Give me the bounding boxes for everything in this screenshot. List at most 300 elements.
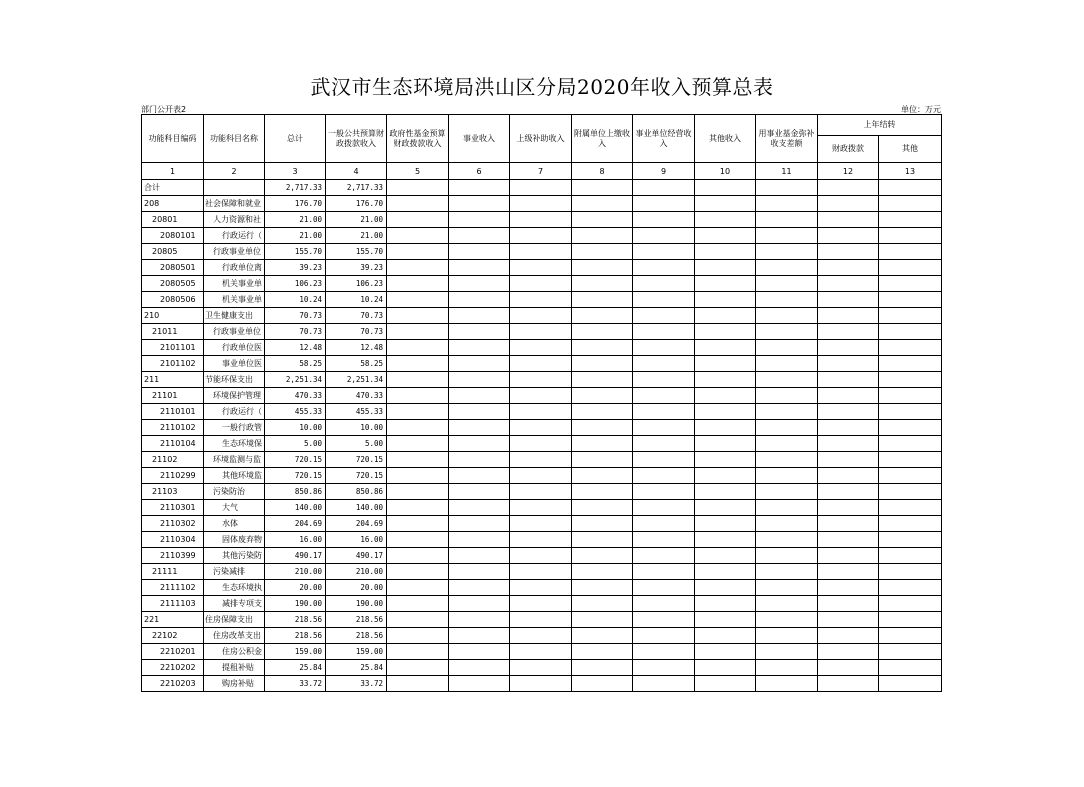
cell-code: 21101 xyxy=(142,388,204,404)
cell-empty xyxy=(879,628,942,644)
cell-empty xyxy=(818,356,879,372)
column-index-cell: 12 xyxy=(818,163,879,180)
header-general: 一般公共预算财政拨款收入 xyxy=(326,115,387,163)
cell-empty xyxy=(449,212,510,228)
cell-empty xyxy=(572,388,633,404)
cell-empty xyxy=(818,404,879,420)
table-row xyxy=(142,356,942,372)
cell-empty xyxy=(818,452,879,468)
cell-empty xyxy=(756,612,818,628)
cell-empty xyxy=(818,676,879,692)
cell-total: 33.72 xyxy=(265,676,326,692)
cell-empty xyxy=(572,228,633,244)
cell-name: 住房公积金 xyxy=(204,644,265,660)
cell-empty xyxy=(695,644,756,660)
column-index-row xyxy=(142,163,942,180)
column-index-cell: 10 xyxy=(695,163,756,180)
cell-empty xyxy=(756,628,818,644)
cell-empty xyxy=(510,260,572,276)
cell-empty xyxy=(633,628,695,644)
cell-name: 污染减排 xyxy=(204,564,265,580)
cell-empty xyxy=(879,660,942,676)
cell-code: 2110399 xyxy=(142,548,204,564)
cell-empty xyxy=(756,196,818,212)
table-row xyxy=(142,196,942,212)
cell-empty xyxy=(756,260,818,276)
cell-general: 218.56 xyxy=(326,628,387,644)
cell-empty xyxy=(387,468,449,484)
cell-empty xyxy=(449,532,510,548)
cell-empty xyxy=(879,212,942,228)
cell-empty xyxy=(633,212,695,228)
cell-code: 2101102 xyxy=(142,356,204,372)
table-row xyxy=(142,564,942,580)
cell-total: 12.48 xyxy=(265,340,326,356)
cell-general: 204.69 xyxy=(326,516,387,532)
cell-empty xyxy=(510,404,572,420)
cell-empty xyxy=(449,484,510,500)
cell-empty xyxy=(572,484,633,500)
cell-empty xyxy=(572,292,633,308)
cell-empty xyxy=(756,500,818,516)
cell-code: 2110102 xyxy=(142,420,204,436)
cell-empty xyxy=(510,596,572,612)
cell-general: 70.73 xyxy=(326,308,387,324)
cell-general: 140.00 xyxy=(326,500,387,516)
cell-empty xyxy=(756,292,818,308)
cell-general: 10.00 xyxy=(326,420,387,436)
cell-empty xyxy=(510,452,572,468)
cell-general: 21.00 xyxy=(326,212,387,228)
cell-name: 固体废弃物 xyxy=(204,532,265,548)
cell-empty xyxy=(572,596,633,612)
cell-empty xyxy=(633,196,695,212)
cell-empty xyxy=(449,180,510,196)
cell-total: 10.24 xyxy=(265,292,326,308)
cell-empty xyxy=(633,548,695,564)
cell-empty xyxy=(879,388,942,404)
cell-empty xyxy=(387,276,449,292)
cell-empty xyxy=(572,372,633,388)
cell-general: 2,717.33 xyxy=(326,180,387,196)
header-carry-fiscal: 财政拨款 xyxy=(818,136,879,163)
cell-empty xyxy=(633,612,695,628)
cell-general: 850.86 xyxy=(326,484,387,500)
cell-empty xyxy=(449,324,510,340)
cell-empty xyxy=(449,548,510,564)
cell-empty xyxy=(695,516,756,532)
cell-empty xyxy=(756,404,818,420)
cell-empty xyxy=(695,612,756,628)
table-row xyxy=(142,452,942,468)
cell-empty xyxy=(756,452,818,468)
cell-empty xyxy=(572,356,633,372)
header-total: 总计 xyxy=(265,115,326,163)
column-index-cell: 11 xyxy=(756,163,818,180)
cell-code: 2101101 xyxy=(142,340,204,356)
cell-name: 卫生健康支出 xyxy=(204,308,265,324)
cell-name: 事业单位医 xyxy=(204,356,265,372)
cell-general: 720.15 xyxy=(326,468,387,484)
cell-empty xyxy=(756,308,818,324)
cell-empty xyxy=(633,660,695,676)
cell-general: 159.00 xyxy=(326,644,387,660)
table-row xyxy=(142,324,942,340)
cell-empty xyxy=(633,580,695,596)
cell-empty xyxy=(818,292,879,308)
cell-empty xyxy=(695,532,756,548)
cell-empty xyxy=(879,404,942,420)
cell-empty xyxy=(387,676,449,692)
cell-total: 2,251.34 xyxy=(265,372,326,388)
table-row xyxy=(142,596,942,612)
cell-empty xyxy=(387,660,449,676)
cell-empty xyxy=(633,228,695,244)
cell-total: 140.00 xyxy=(265,500,326,516)
cell-general: 21.00 xyxy=(326,228,387,244)
cell-name: 行政事业单位 xyxy=(204,324,265,340)
cell-empty xyxy=(633,404,695,420)
cell-total: 190.00 xyxy=(265,596,326,612)
cell-empty xyxy=(818,260,879,276)
cell-empty xyxy=(449,420,510,436)
cell-empty xyxy=(387,564,449,580)
cell-name: 一般行政管 xyxy=(204,420,265,436)
cell-code: 21103 xyxy=(142,484,204,500)
cell-empty xyxy=(449,404,510,420)
cell-empty xyxy=(387,500,449,516)
cell-general: 20.00 xyxy=(326,580,387,596)
cell-total: 176.70 xyxy=(265,196,326,212)
cell-empty xyxy=(510,244,572,260)
cell-empty xyxy=(695,452,756,468)
cell-general: 218.56 xyxy=(326,612,387,628)
cell-empty xyxy=(818,500,879,516)
cell-total: 70.73 xyxy=(265,324,326,340)
table-row xyxy=(142,292,942,308)
cell-empty xyxy=(510,660,572,676)
table-row xyxy=(142,420,942,436)
cell-name: 行政运行（ xyxy=(204,404,265,420)
cell-empty xyxy=(695,436,756,452)
cell-empty xyxy=(818,612,879,628)
cell-empty xyxy=(387,244,449,260)
cell-empty xyxy=(633,532,695,548)
cell-empty xyxy=(879,356,942,372)
cell-code: 2110104 xyxy=(142,436,204,452)
cell-empty xyxy=(387,612,449,628)
table-row xyxy=(142,580,942,596)
cell-code: 2210201 xyxy=(142,644,204,660)
cell-empty xyxy=(572,196,633,212)
cell-empty xyxy=(449,356,510,372)
cell-empty xyxy=(387,260,449,276)
cell-empty xyxy=(387,228,449,244)
cell-empty xyxy=(818,372,879,388)
header-code: 功能科目编码 xyxy=(142,115,204,163)
cell-empty xyxy=(510,564,572,580)
cell-empty xyxy=(510,324,572,340)
cell-empty xyxy=(695,484,756,500)
column-index-cell: 13 xyxy=(879,163,942,180)
cell-empty xyxy=(510,388,572,404)
cell-total: 16.00 xyxy=(265,532,326,548)
table-row xyxy=(142,308,942,324)
header-carryover: 上年结转 xyxy=(818,115,942,136)
cell-empty xyxy=(633,388,695,404)
cell-empty xyxy=(510,628,572,644)
cell-empty xyxy=(879,580,942,596)
cell-empty xyxy=(510,308,572,324)
cell-empty xyxy=(449,276,510,292)
cell-empty xyxy=(756,644,818,660)
header-other: 其他收入 xyxy=(695,115,756,163)
cell-empty xyxy=(449,628,510,644)
cell-empty xyxy=(449,244,510,260)
cell-empty xyxy=(449,196,510,212)
cell-empty xyxy=(387,388,449,404)
cell-empty xyxy=(756,548,818,564)
cell-name: 行政运行（ xyxy=(204,228,265,244)
cell-empty xyxy=(818,516,879,532)
cell-name: 其他环境监 xyxy=(204,468,265,484)
cell-empty xyxy=(510,420,572,436)
cell-name xyxy=(204,180,265,196)
cell-empty xyxy=(695,548,756,564)
cell-empty xyxy=(387,212,449,228)
cell-empty xyxy=(879,324,942,340)
cell-name: 污染防治 xyxy=(204,484,265,500)
cell-empty xyxy=(449,612,510,628)
cell-empty xyxy=(818,660,879,676)
column-index-cell: 3 xyxy=(265,163,326,180)
cell-empty xyxy=(818,324,879,340)
cell-code: 2110304 xyxy=(142,532,204,548)
cell-general: 470.33 xyxy=(326,388,387,404)
cell-empty xyxy=(879,372,942,388)
cell-empty xyxy=(756,468,818,484)
cell-empty xyxy=(818,276,879,292)
cell-empty xyxy=(449,308,510,324)
cell-general: 39.23 xyxy=(326,260,387,276)
cell-general: 16.00 xyxy=(326,532,387,548)
cell-general: 2,251.34 xyxy=(326,372,387,388)
column-index-cell: 1 xyxy=(142,163,204,180)
cell-empty xyxy=(879,276,942,292)
cell-empty xyxy=(387,340,449,356)
cell-empty xyxy=(633,372,695,388)
cell-empty xyxy=(449,660,510,676)
cell-name: 机关事业单 xyxy=(204,292,265,308)
cell-empty xyxy=(572,468,633,484)
cell-empty xyxy=(879,548,942,564)
cell-name: 减排专项支 xyxy=(204,596,265,612)
cell-empty xyxy=(695,388,756,404)
cell-empty xyxy=(633,276,695,292)
cell-empty xyxy=(510,228,572,244)
cell-empty xyxy=(633,644,695,660)
column-index-cell: 5 xyxy=(387,163,449,180)
cell-empty xyxy=(818,564,879,580)
cell-empty xyxy=(879,292,942,308)
cell-empty xyxy=(879,228,942,244)
cell-total: 210.00 xyxy=(265,564,326,580)
cell-code: 2080101 xyxy=(142,228,204,244)
cell-empty xyxy=(449,564,510,580)
cell-name: 住房保障支出 xyxy=(204,612,265,628)
page-title: 武汉市生态环境局洪山区分局2020年收入预算总表 xyxy=(310,75,774,99)
column-index-cell: 8 xyxy=(572,163,633,180)
header-carry-other: 其他 xyxy=(879,136,942,163)
cell-empty xyxy=(572,644,633,660)
cell-empty xyxy=(572,660,633,676)
cell-empty xyxy=(572,564,633,580)
cell-empty xyxy=(572,308,633,324)
table-row xyxy=(142,484,942,500)
cell-code: 208 xyxy=(142,196,204,212)
cell-empty xyxy=(695,324,756,340)
cell-empty xyxy=(756,516,818,532)
cell-empty xyxy=(818,388,879,404)
cell-empty xyxy=(818,308,879,324)
cell-empty xyxy=(510,292,572,308)
cell-total: 455.33 xyxy=(265,404,326,420)
cell-general: 25.84 xyxy=(326,660,387,676)
column-index-cell: 6 xyxy=(449,163,510,180)
cell-empty xyxy=(756,180,818,196)
cell-empty xyxy=(695,676,756,692)
cell-empty xyxy=(510,356,572,372)
cell-empty xyxy=(756,532,818,548)
cell-empty xyxy=(449,516,510,532)
table-row xyxy=(142,244,942,260)
cell-empty xyxy=(879,500,942,516)
cell-empty xyxy=(879,468,942,484)
cell-empty xyxy=(818,180,879,196)
cell-code: 20801 xyxy=(142,212,204,228)
column-index-cell: 2 xyxy=(204,163,265,180)
cell-empty xyxy=(879,484,942,500)
cell-empty xyxy=(449,292,510,308)
cell-code: 2080506 xyxy=(142,292,204,308)
cell-empty xyxy=(449,228,510,244)
cell-name: 提租补贴 xyxy=(204,660,265,676)
cell-empty xyxy=(449,260,510,276)
cell-empty xyxy=(633,596,695,612)
cell-empty xyxy=(756,564,818,580)
cell-general: 5.00 xyxy=(326,436,387,452)
table-body xyxy=(142,180,942,692)
cell-empty xyxy=(818,340,879,356)
cell-total: 5.00 xyxy=(265,436,326,452)
cell-empty xyxy=(695,244,756,260)
cell-empty xyxy=(818,596,879,612)
cell-empty xyxy=(572,244,633,260)
cell-empty xyxy=(449,500,510,516)
cell-empty xyxy=(572,420,633,436)
cell-empty xyxy=(756,676,818,692)
cell-empty xyxy=(818,468,879,484)
cell-empty xyxy=(756,596,818,612)
cell-name: 节能环保支出 xyxy=(204,372,265,388)
cell-empty xyxy=(695,468,756,484)
cell-empty xyxy=(818,244,879,260)
form-number: 部门公开表2 xyxy=(141,105,187,114)
cell-total: 850.86 xyxy=(265,484,326,500)
cell-empty xyxy=(387,436,449,452)
cell-total: 39.23 xyxy=(265,260,326,276)
cell-empty xyxy=(756,420,818,436)
cell-total: 106.23 xyxy=(265,276,326,292)
cell-empty xyxy=(695,292,756,308)
header-superior: 上级补助收入 xyxy=(510,115,572,163)
cell-code: 2110301 xyxy=(142,500,204,516)
cell-name: 行政单位离 xyxy=(204,260,265,276)
cell-code: 2111102 xyxy=(142,580,204,596)
cell-empty xyxy=(879,452,942,468)
cell-code: 2080501 xyxy=(142,260,204,276)
cell-empty xyxy=(879,260,942,276)
cell-empty xyxy=(818,532,879,548)
cell-total: 20.00 xyxy=(265,580,326,596)
cell-empty xyxy=(387,532,449,548)
cell-empty xyxy=(510,612,572,628)
cell-empty xyxy=(510,276,572,292)
cell-total: 720.15 xyxy=(265,452,326,468)
cell-empty xyxy=(510,180,572,196)
cell-empty xyxy=(695,276,756,292)
cell-code: 2111103 xyxy=(142,596,204,612)
cell-code: 210 xyxy=(142,308,204,324)
cell-empty xyxy=(818,228,879,244)
unit-label: 单位：万元 xyxy=(901,105,941,114)
table-row xyxy=(142,676,942,692)
cell-empty xyxy=(510,212,572,228)
cell-empty xyxy=(695,212,756,228)
cell-empty xyxy=(449,468,510,484)
cell-empty xyxy=(879,564,942,580)
cell-total: 159.00 xyxy=(265,644,326,660)
cell-code: 21111 xyxy=(142,564,204,580)
cell-total: 58.25 xyxy=(265,356,326,372)
cell-empty xyxy=(756,436,818,452)
cell-empty xyxy=(510,580,572,596)
cell-empty xyxy=(510,676,572,692)
cell-empty xyxy=(695,308,756,324)
cell-empty xyxy=(387,180,449,196)
cell-general: 12.48 xyxy=(326,340,387,356)
cell-empty xyxy=(633,420,695,436)
cell-empty xyxy=(387,356,449,372)
cell-general: 455.33 xyxy=(326,404,387,420)
cell-empty xyxy=(510,644,572,660)
table-row xyxy=(142,212,942,228)
cell-empty xyxy=(387,420,449,436)
cell-empty xyxy=(879,644,942,660)
cell-empty xyxy=(695,340,756,356)
cell-empty xyxy=(387,452,449,468)
cell-empty xyxy=(387,292,449,308)
cell-empty xyxy=(510,468,572,484)
table-row xyxy=(142,500,942,516)
table-row xyxy=(142,516,942,532)
cell-empty xyxy=(387,324,449,340)
cell-empty xyxy=(387,372,449,388)
cell-code: 2210203 xyxy=(142,676,204,692)
table-row xyxy=(142,276,942,292)
cell-empty xyxy=(633,260,695,276)
budget-table xyxy=(141,114,942,692)
